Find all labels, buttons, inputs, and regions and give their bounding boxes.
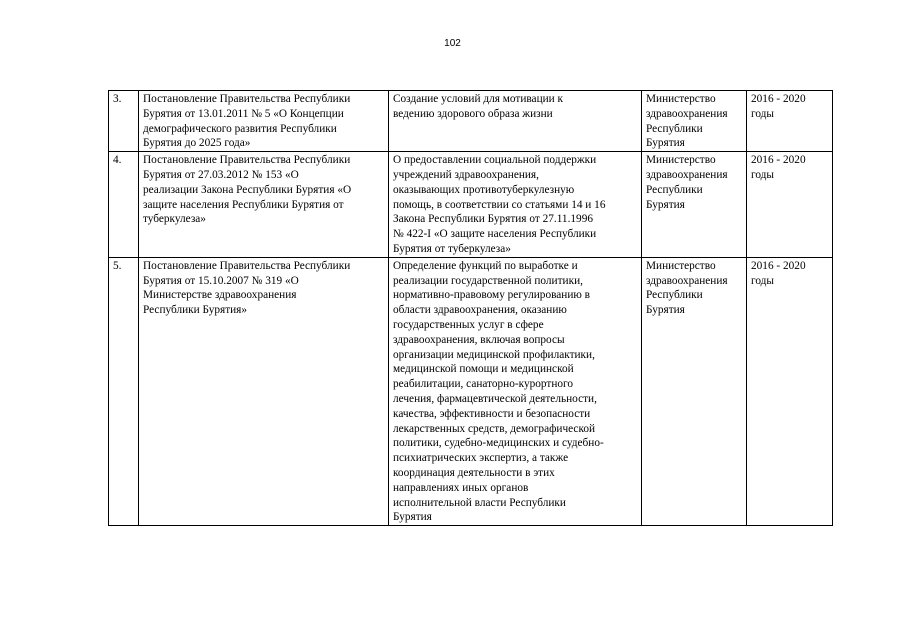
measure-description-line: реализации государственной политики, (393, 274, 583, 287)
document-table (108, 90, 833, 526)
responsible-organization-line: здравоохранения (646, 107, 728, 120)
measure-description-line: помощь, в соответствии со статьями 14 и 16 (393, 198, 606, 211)
measure-description-line: исполнительной власти Республики (393, 496, 566, 509)
document-title-cell (139, 257, 389, 525)
document-title-line: Бурятия от 15.10.2007 № 319 «О (143, 274, 299, 287)
row-number: 5. (113, 259, 122, 272)
measure-description-line: государственных услуг в сфере (393, 318, 544, 331)
document-title-line: Республики Бурятия» (143, 304, 248, 317)
document-title-line: Постановление Правительства Республики (143, 93, 351, 105)
measure-description-line: О предоставлении социальной поддержки (393, 154, 597, 167)
measure-description-line: Бурятия от туберкулеза» (393, 242, 511, 255)
responsible-organization-line: Бурятия (646, 137, 685, 150)
implementation-period-cell (747, 257, 833, 525)
measure-description-line: здравоохранения, включая вопросы (393, 333, 565, 346)
document-title-cell (139, 152, 389, 258)
responsible-organization-line: здравоохранения (646, 274, 728, 287)
measure-description-line: учреждений здравоохранения, (393, 168, 539, 181)
measure-description-line: лекарственных средств, демографической (393, 422, 596, 435)
responsible-organization-line: Бурятия (646, 304, 685, 317)
responsible-organization-cell (642, 257, 747, 525)
measure-description-line: Определение функций по выработке и (393, 259, 578, 272)
responsible-organization-line: Республики (646, 289, 703, 302)
responsible-organization-line: Министерство (646, 154, 716, 167)
document-title-line: защите населения Республики Бурятия от (143, 198, 344, 211)
row-number: 3. (113, 93, 122, 105)
implementation-period-line: 2016 - 2020 (751, 154, 806, 167)
row-number: 4. (113, 154, 122, 167)
implementation-period-line: 2016 - 2020 (751, 93, 806, 105)
responsible-organization-line: Министерство (646, 259, 716, 272)
implementation-period-cell (747, 91, 833, 152)
measure-description-line: Бурятия (393, 511, 432, 524)
measure-description-line: медицинской помощи и медицинской (393, 363, 574, 376)
document-title-line: туберкулеза» (143, 213, 206, 226)
measure-description-line: ведению здорового образа жизни (393, 107, 553, 120)
measure-description-line: области здравоохранения, оказанию (393, 304, 567, 317)
measure-description-cell (389, 91, 642, 152)
measure-description-line: реабилитации, санаторно-курортного (393, 378, 574, 391)
measure-description-line: лечения, фармацевтической деятельности, (393, 392, 597, 405)
document-title-line: Бурятия от 27.03.2012 № 153 «О (143, 168, 299, 181)
measure-description-line: психиатрических экспертиз, а также (393, 452, 569, 465)
measure-description-line: нормативно-правовому регулированию в (393, 289, 590, 302)
measure-description-line: Закона Республики Бурятия от 27.11.1996 (393, 213, 593, 226)
measure-description-line: направлениях иных органов (393, 481, 529, 494)
document-title-line: демографического развития Республики (143, 122, 337, 135)
measure-description-line: № 422-I «О защите населения Республики (393, 228, 597, 241)
document-title-line: Министерстве здравоохранения (143, 289, 297, 302)
measure-description-line: оказывающих противотуберкулезную (393, 183, 575, 196)
implementation-period-line: годы (751, 107, 775, 120)
table-row (109, 257, 833, 525)
implementation-period-line: годы (751, 274, 775, 287)
measure-description-line: политики, судебно-медицинских и судебно- (393, 437, 604, 450)
document-title-line: Бурятия до 2025 года» (143, 137, 251, 150)
responsible-organization-line: Министерство (646, 93, 716, 105)
row-number-cell (109, 91, 139, 152)
row-number-cell (109, 152, 139, 258)
responsible-organization-cell (642, 91, 747, 152)
table-row (109, 91, 833, 152)
implementation-period-line: 2016 - 2020 (751, 259, 806, 272)
measure-description-line: организации медицинской профилактики, (393, 348, 595, 361)
document-title-line: реализации Закона Республики Бурятия «О (143, 183, 352, 196)
measure-description-cell (389, 257, 642, 525)
document-title-line: Постановление Правительства Республики (143, 154, 351, 167)
responsible-organization-line: Республики (646, 183, 703, 196)
responsible-organization-line: Бурятия (646, 198, 685, 211)
page-number: 102 (444, 38, 461, 49)
measure-description-line: координация деятельности в этих (393, 466, 555, 479)
responsible-organization-line: здравоохранения (646, 168, 728, 181)
measure-description-cell (389, 152, 642, 258)
implementation-period-cell (747, 152, 833, 258)
row-number-cell (109, 257, 139, 525)
document-title-line: Бурятия от 13.01.2011 № 5 «О Концепции (143, 107, 344, 120)
implementation-period-line: годы (751, 168, 775, 181)
responsible-organization-cell (642, 152, 747, 258)
measure-description-line: качества, эффективности и безопасности (393, 407, 591, 420)
responsible-organization-line: Республики (646, 122, 703, 135)
document-title-cell (139, 91, 389, 152)
document-title-line: Постановление Правительства Республики (143, 259, 351, 272)
table-row (109, 152, 833, 258)
measure-description-line: Создание условий для мотивации к (393, 93, 564, 105)
